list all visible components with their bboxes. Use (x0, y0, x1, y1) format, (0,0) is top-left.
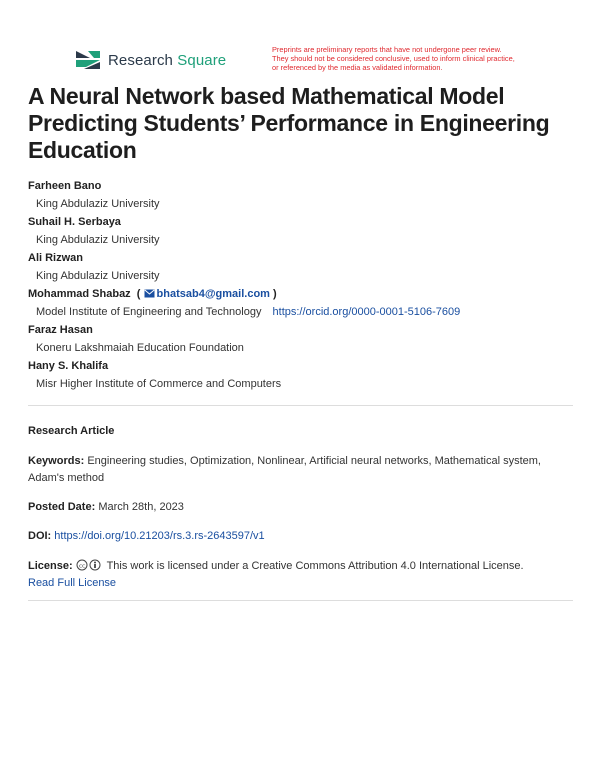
read-full-license-link[interactable]: Read Full License (28, 577, 117, 589)
author-affiliation-row (28, 303, 588, 322)
author-name: Ali Rizwan (28, 252, 84, 264)
keywords (28, 453, 573, 487)
doi-label: DOI: (28, 530, 52, 542)
author-row-corresponding: Mohammad Shabaz ( bhatsab4@gmail.com ) (28, 288, 277, 300)
logo-text: Research Square (108, 51, 227, 69)
author-affiliation: Misr Higher Institute of Commerce and Computers (36, 378, 282, 390)
author-affiliation: King Abdulaziz University (36, 198, 160, 210)
license-label: License: (28, 560, 73, 572)
license (28, 558, 573, 592)
author-name: Suhail H. Serbaya (28, 216, 121, 228)
author-affiliation: King Abdulaziz University (36, 270, 160, 282)
author-name: Mohammad Shabaz (28, 288, 131, 300)
preprint-disclaimer (272, 45, 562, 72)
posted-date-label: Posted Date: (28, 501, 96, 513)
disclaimer-line: or referenced by the media as validated information. (272, 63, 443, 72)
author-name: Faraz Hasan (28, 324, 93, 336)
doi (28, 528, 573, 545)
keywords-value-line1: Engineering studies, Optimization, Nonlinear, Artificial neural networks, Mathematical system, (87, 455, 541, 467)
doi-link[interactable]: https://doi.org/10.21203/rs.3.rs-2643597/v1 (54, 530, 265, 542)
posted-date-value: March 28th, 2023 (98, 501, 184, 513)
author-list (28, 178, 588, 394)
paper-title: A Neural Network based Mathematical Model Predicting Students’ Performance in Engineering Education (28, 83, 550, 163)
research-square-logo[interactable] (74, 48, 226, 72)
mail-icon (144, 289, 155, 298)
keywords-label: Keywords: (28, 455, 85, 467)
article-type: Research Article (28, 425, 115, 437)
license-text: This work is licensed under a Creative Commons Attribution 4.0 International License. (106, 560, 524, 572)
author-name: Farheen Bano (28, 180, 102, 192)
logo-mark-icon (74, 49, 102, 71)
disclaimer-line: Preprints are preliminary reports that have not undergone peer review. (272, 45, 502, 54)
creative-commons-icon (76, 559, 102, 571)
orcid-link[interactable]: https://orcid.org/0000-0001-5106-7609 (272, 306, 461, 318)
divider (28, 600, 573, 601)
posted-date (28, 499, 573, 516)
author-affiliation: Model Institute of Engineering and Technology (36, 306, 262, 318)
divider (28, 405, 573, 406)
author-affiliation: King Abdulaziz University (36, 234, 160, 246)
author-name: Hany S. Khalifa (28, 360, 109, 372)
author-affiliation: Koneru Lakshmaiah Education Foundation (36, 342, 244, 354)
author-email-link[interactable]: bhatsab4@gmail.com (144, 288, 270, 300)
disclaimer-line: They should not be considered conclusive, used to inform clinical practice, (272, 54, 515, 63)
keywords-value-line2: Adam's method (28, 472, 105, 484)
svg-text:cc: cc (78, 563, 85, 570)
